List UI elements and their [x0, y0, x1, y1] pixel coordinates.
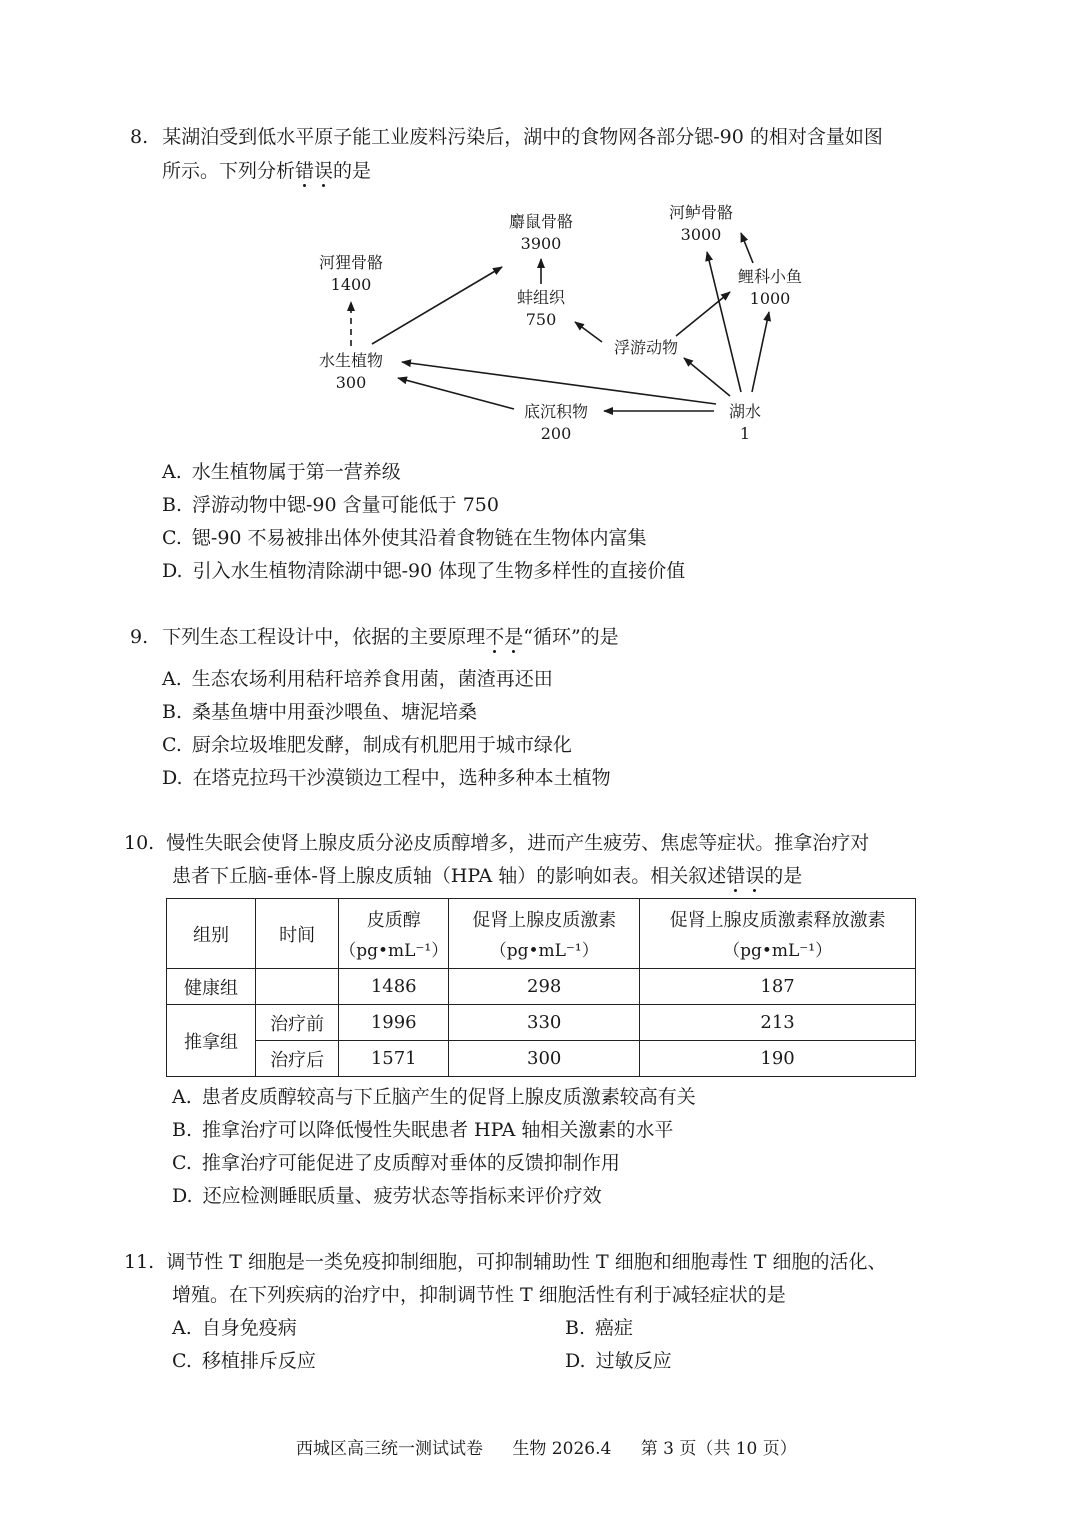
q11-stem-line1: 调节性 T 细胞是一类免疫抑制细胞，可抑制辅助性 T 细胞和细胞毒性 T 细胞的活化、: [166, 1251, 887, 1273]
header-acth: 促肾上腺皮质激素 （pg•mL⁻¹）: [449, 899, 640, 969]
q8-emphasis-1: 错: [295, 160, 315, 182]
node-mussel-tissue: 蚌组织 750: [516, 288, 565, 329]
node-aquatic-plant: 水生植物 300: [318, 351, 383, 392]
cell-healthy-group: 健康组: [167, 969, 256, 1005]
q8-option-b: B. 浮游动物中锶-90 含量可能低于 750: [162, 494, 499, 516]
table-row: [167, 969, 916, 1005]
q10-option-b: B. 推拿治疗可以降低慢性失眠患者 HPA 轴相关激素的水平: [172, 1119, 674, 1141]
q9-emphasis-1: 不: [485, 626, 505, 648]
arrow-water-to-carp: [752, 312, 769, 392]
header-time: 时间: [256, 899, 339, 969]
header-crh: 促肾上腺皮质激素释放激素 （pg•mL⁻¹）: [640, 899, 916, 969]
cell-before-time: 治疗前: [256, 1005, 339, 1041]
q11-number: 11.: [124, 1251, 155, 1273]
cell-after-cortisol: 1571: [339, 1041, 449, 1077]
node-small-carp: 鲤科小鱼 1000: [737, 267, 802, 308]
q9-option-a: A. 生态农场利用秸秆培养食用菌，菌渣再还田: [162, 668, 553, 690]
cell-healthy-time: [256, 969, 339, 1005]
header-cortisol: 皮质醇 （pg•mL⁻¹）: [339, 899, 449, 969]
q10-option-d: D. 还应检测睡眠质量、疲劳状态等指标来评价疗效: [172, 1185, 602, 1207]
q8-stem-line2-b: 的是: [333, 160, 372, 182]
cell-healthy-cortisol: 1486: [339, 969, 449, 1005]
q8-option-c: C. 锶-90 不易被排出体外使其沿着食物链在生物体内富集: [162, 527, 647, 549]
node-perch-bone: 河鲈骨骼 3000: [668, 203, 733, 244]
node-beaver-bone: 河狸骨骼 1400: [318, 253, 383, 294]
page-footer: [296, 1434, 797, 1459]
q8-number: 8.: [130, 126, 149, 148]
cell-after-crh: 190: [640, 1041, 916, 1077]
node-zooplankton: 浮游动物: [613, 338, 678, 357]
hpa-table: [166, 898, 916, 1077]
header-group: 组别: [167, 899, 256, 969]
footer-exam-title: 西城区高三统一测试试卷: [296, 1439, 483, 1459]
table-row: [167, 1005, 916, 1041]
q11-option-d: D. 过敏反应: [565, 1350, 672, 1372]
arrow-sediment-to-plant: [398, 378, 514, 409]
cell-healthy-crh: 187: [640, 969, 916, 1005]
q8-option-a: A. 水生植物属于第一营养级: [162, 461, 401, 483]
q9-emphasis-2: 是: [504, 626, 524, 648]
q10-line1: [124, 828, 869, 855]
q9-stem: 9. 下列生态工程设计中，依据的主要原理不是“循环”的是: [130, 626, 619, 648]
node-sediment: 底沉积物 200: [523, 402, 588, 443]
q11-option-b: B. 癌症: [565, 1317, 634, 1339]
cell-healthy-acth: 298: [449, 969, 640, 1005]
q11-line1: [124, 1247, 887, 1274]
q11-stem-line2: 增殖。在下列疾病的治疗中，抑制调节性 T 细胞活性有利于减轻症状的是: [172, 1284, 786, 1306]
footer-subject: 生物 2026.4: [512, 1439, 612, 1459]
q9-number: 9.: [130, 626, 149, 648]
q10-option-c: C. 推拿治疗可能促进了皮质醇对垂体的反馈抑制作用: [172, 1152, 620, 1174]
cell-before-acth: 330: [449, 1005, 640, 1041]
table-row: [167, 1041, 916, 1077]
q10-emphasis-2: 误: [745, 865, 765, 887]
q9-option-c: C. 厨余垃圾堆肥发酵，制成有机肥用于城市绿化: [162, 734, 572, 756]
table-header-row: [167, 899, 916, 969]
q11-option-c: C. 移植排斥反应: [172, 1350, 316, 1372]
q11-line2: [172, 1280, 786, 1307]
cell-after-time: 治疗后: [256, 1041, 339, 1077]
q10-option-a: A. 患者皮质醇较高与下丘脑产生的促肾上腺皮质激素较高有关: [172, 1086, 696, 1108]
q8-stem-line1: 某湖泊受到低水平原子能工业废料污染后，湖中的食物网各部分锶-90 的相对含量如图: [162, 126, 883, 148]
q10-number: 10.: [124, 832, 155, 854]
q10-stem-line1: 慢性失眠会使肾上腺皮质分泌皮质醇增多，进而产生疲劳、焦虑等症状。推拿治疗对: [166, 832, 870, 854]
q10-emphasis-1: 错: [726, 865, 746, 887]
cell-before-crh: 213: [640, 1005, 916, 1041]
cell-massage-group: 推拿组: [167, 1005, 256, 1077]
q8-emphasis-2: 误: [314, 160, 334, 182]
cell-after-acth: 300: [449, 1041, 640, 1077]
footer-page-number: 第 3 页（共 10 页）: [640, 1439, 797, 1459]
arrow-water-to-zooplankton: [684, 358, 730, 396]
node-muskrat-bone: 麝鼠骨骼 3900: [508, 212, 573, 253]
q10-line2: 患者下丘脑-垂体-肾上腺皮质轴（HPA 轴）的影响如表。相关叙述错误的是: [172, 865, 803, 887]
node-lake-water: 湖水 1: [728, 402, 761, 443]
q11-option-a: A. 自身免疫病: [172, 1317, 297, 1339]
q9-option-b: B. 桑基鱼塘中用蚕沙喂鱼、塘泥培桑: [162, 701, 478, 723]
cell-before-cortisol: 1996: [339, 1005, 449, 1041]
q8-option-d: D. 引入水生植物清除湖中锶-90 体现了生物多样性的直接价值: [162, 560, 686, 582]
q8-stem-line2-a: 所示。下列分析: [162, 160, 296, 182]
arrow-water-to-plant: [402, 362, 716, 404]
q9-option-d: D. 在塔克拉玛干沙漠锁边工程中，选种多种本土植物: [162, 767, 611, 789]
